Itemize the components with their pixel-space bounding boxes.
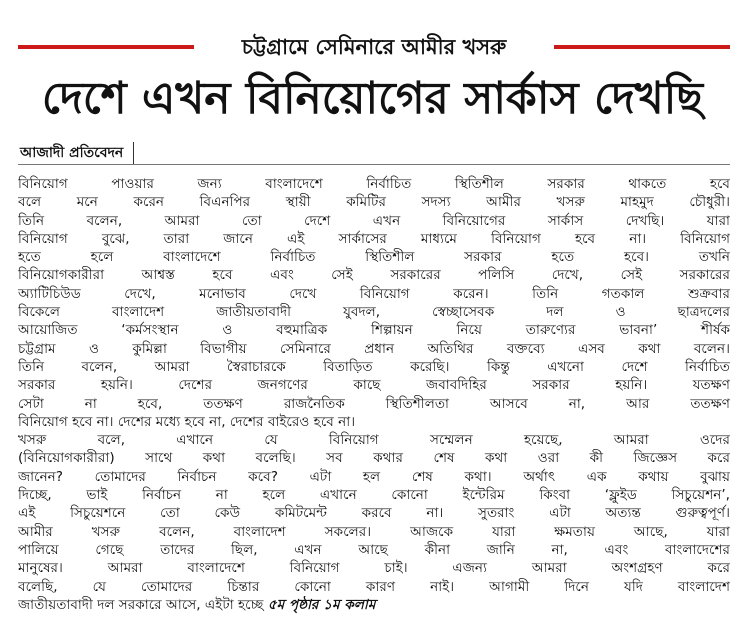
body-line: বিনিয়োগ হবে না। দেশের মধ্যে হবে না, দেশের বাইরেও হবে না।: [18, 413, 356, 430]
body-line-final: [18, 596, 730, 614]
body-line: পালিয়ে গেছে তাদের ছিল, এখন আছে কীনা জানি না, এবং বাংলাদেশের: [18, 541, 730, 558]
body-line: বিনিয়োগ পাওয়ার জন্য বাংলাদেশে নির্বাচিত স্থিতিশীল সরকার থাকতে হবে: [18, 176, 730, 192]
body-line: জানেন? তোমাদের নির্বাচন কবে? এটা হল শেষ কথা। অর্থাৎ এক কথায় বুঝায়: [18, 468, 730, 485]
kicker-rule-left: [18, 45, 194, 49]
kicker-rule-right: [554, 45, 730, 49]
body-line-final-text: জাতীয়তাবাদী দল সরকারে আসে, এইটা হচ্ছে: [18, 596, 264, 613]
body-line: সেটা না হবে, ততক্ষণ রাজনৈতিক স্থিতিশীলতা আসবে না, আর ততক্ষণ: [18, 395, 730, 412]
byline-rule: [18, 164, 730, 165]
body-line: মানুষের। আমরা বাংলাদেশে বিনিয়োগ চাই। এজন্য আমরা অংশগ্রহণ করে: [18, 560, 730, 577]
body-line: বিনিয়োগ বুঝে, তারা জানে এই সার্কাসের মাধ্যমে বিনিয়োগ হবে না। বিনিয়োগ: [18, 230, 730, 247]
article-body: [18, 175, 730, 614]
body-line: বিকেলে বাংলাদেশ জাতীয়তাবাদী যুবদল, স্বেচ্ছাসেবক দল ও ছাত্রদলের: [18, 304, 730, 321]
body-line: তিনি বলেন, আমরা তো দেশে এখন বিনিয়োগের সার্কাস দেখছি। যারা: [18, 212, 730, 229]
body-line: তিনি বলেন, আমরা স্বৈরাচারকে বিতাড়িত করেছি। কিন্তু এখনো দেশে নির্বাচিত: [18, 358, 730, 375]
body-line: হতে হলে বাংলাদেশে নির্বাচিত স্থিতিশীল সরকার হতে হবে। তখনি: [18, 249, 730, 266]
continued-jump-link[interactable]: ৫ম পৃষ্ঠার ১ম কলাম: [267, 596, 376, 613]
body-line: বলে মনে করেন বিএনপির স্থায়ী কমিটির সদস্য আমীর খসরু মাহমুদ চৌধুরী।: [18, 194, 730, 211]
body-line: এই সিচুয়েশনে তো কেউ কমিটমেন্ট করবে না। সুতরাং এটা অত্যন্ত গুরুত্বপূর্ণ।: [18, 505, 730, 522]
body-line: চট্টগ্রাম ও কুমিল্লা বিভাগীয় সেমিনারে প্রধান অতিথির বক্তব্যে এসব কথা বলেন।: [18, 340, 730, 357]
body-line: খসরু বলে, এখানে যে বিনিয়োগ সম্মেলন হয়েছে, আমরা ওদের: [18, 432, 730, 449]
body-line: বিনিয়োগকারীরা আশ্বস্ত হবে এবং সেই সরকারের পলিসি দেখে, সেই সরকারের: [18, 267, 730, 284]
body-line: সরকার হয়নি। দেশের জনগণের কাছে জবাবদিহির সরকার হয়নি। যতক্ষণ: [18, 377, 730, 394]
body-line: (বিনিয়োগকারীরা) সাথে কথা বলেছি। সব কথার শেষ কথা ওরা কী জিজ্ঞেস করে: [18, 450, 730, 467]
body-line: আমীর খসরু বলেন, বাংলাদেশ সকলের। আজকে যারা ক্ষমতায় আছে, যারা: [18, 523, 730, 540]
body-line: বলেছি, যে তোমাদের চিন্তার কোনো কারণ নাই। আগামী দিনে যদি বাংলাদেশ: [18, 578, 730, 595]
body-line: দিচ্ছে, ভাই নির্বাচন না হলে এখানে কোনো ইন্টেরিম কিংবা ‘ফ্লুইড সিচুয়েশন’,: [18, 487, 730, 504]
kicker-row: [18, 32, 730, 62]
kicker: চট্টগ্রামে সেমিনারে আমীর খসরু: [241, 35, 507, 59]
body-line: আয়োজিত ‘কর্মসংস্থান ও বহুমাত্রিক শিল্পায়ন নিয়ে তারুণ্যের ভাবনা’ শীর্ষক: [18, 322, 730, 339]
body-line: অ্যাটিচিউড দেখে, মনোভাব দেখে বিনিয়োগ করেন। তিনি গতকাল শুক্রবার: [18, 285, 730, 302]
byline: আজাদী প্রতিবেদন: [20, 142, 134, 164]
headline: দেশে এখন বিনিয়োগের সার্কাস দেখছি: [41, 73, 704, 124]
